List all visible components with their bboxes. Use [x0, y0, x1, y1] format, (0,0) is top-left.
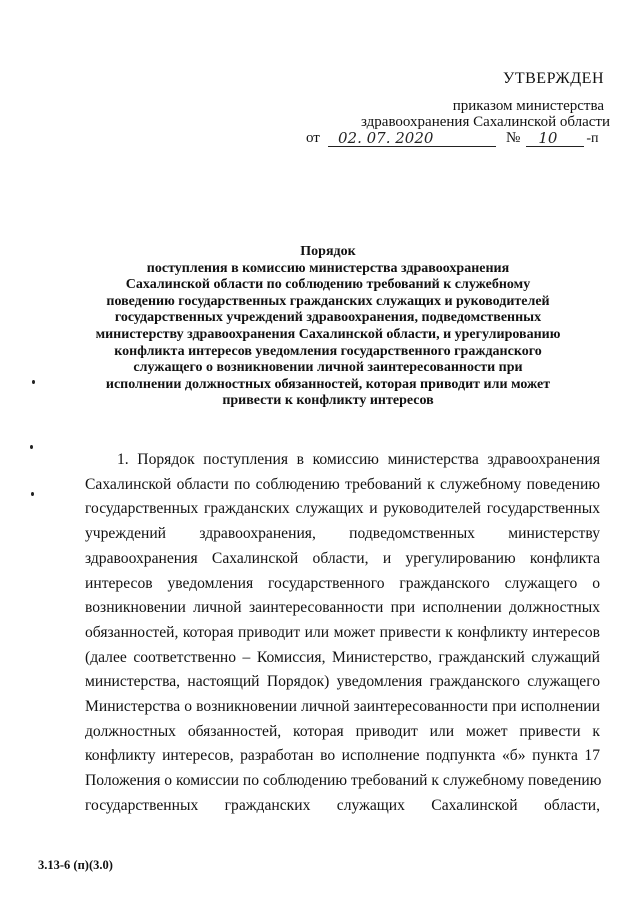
body-line: интересов уведомления государственного гражданского служащего о [85, 574, 600, 592]
title-heading: Порядок [300, 244, 356, 259]
body-line: возникновении личной заинтересованности при исполнении должностных [85, 599, 600, 617]
title-line: Сахалинской области по соблюдению требований к служебному [125, 277, 531, 293]
body-line: должностных обязанностей, которая приводит или может привести к [85, 722, 600, 740]
body-line: государственных гражданских служащих и руководителей государственных [85, 500, 600, 518]
body-line: Министерства о возникновении личной заинтересованности при исполнении [85, 698, 600, 716]
date-prefix: от [306, 130, 320, 146]
document-title [78, 244, 578, 410]
title-line: министерству здравоохранения Сахалинской области, и урегулированию [95, 326, 561, 342]
body-line: конфликту интересов, разработан во исполнение подпункта «б» пункта 17 [85, 747, 600, 765]
body-line: здравоохранения Сахалинской области, и урегулированию конфликта [85, 549, 600, 567]
title-line: служащего о возникновении личной заинтересованности при [133, 360, 523, 376]
scan-speck [32, 380, 35, 384]
number-sign: № [506, 130, 521, 146]
body-line: министерства, настоящий Порядок) уведомления гражданского служащего [85, 673, 600, 691]
approval-order-line-2: здравоохранения Сахалинской области [361, 114, 610, 130]
body-line: Положения о комиссии по соблюдению требований к служебному поведению [85, 772, 602, 790]
title-line: привести к конфликту интересов [222, 393, 434, 409]
title-line: конфликта интересов уведомления государственного гражданского [114, 343, 542, 359]
title-line: поступления в комиссию министерства здравоохранения [146, 260, 510, 276]
body-line: государственных гражданских служащих Сахалинской области, [85, 796, 600, 814]
number-value: 10 [538, 129, 558, 147]
body-line: обязанностей, которая приводит или может привести к конфликту интересов [85, 623, 600, 641]
scan-speck [30, 445, 33, 449]
body-line: Сахалинской области по соблюдению требований к служебному поведению [85, 475, 600, 493]
approval-order-line-1: приказом министерства [452, 98, 604, 114]
body-line: (далее соответственно – Комиссия, Министерство, гражданский служащий [85, 648, 600, 666]
body-line: 1. Порядок поступления в комиссию министерства здравоохранения [117, 451, 600, 468]
body-paragraph [85, 448, 600, 819]
scan-speck [31, 492, 34, 496]
approval-date-line [306, 129, 598, 147]
number-field [526, 129, 584, 147]
date-field [328, 129, 496, 147]
title-line: государственных учреждений здравоохранения, подведомственных [114, 310, 542, 326]
title-line: исполнении должностных обязанностей, которая приводит или может [105, 376, 551, 392]
approval-heading: УТВЕРЖДЕН [503, 70, 604, 87]
body-line: учреждений здравоохранения, подведомственных министерству [85, 525, 600, 543]
date-value: 02. 07. 2020 [338, 129, 434, 147]
title-line: поведению государственных гражданских служащих и руководителей [106, 293, 550, 309]
document-code: 3.13-6 (п)(3.0) [38, 858, 113, 872]
number-suffix: -п [586, 131, 599, 146]
